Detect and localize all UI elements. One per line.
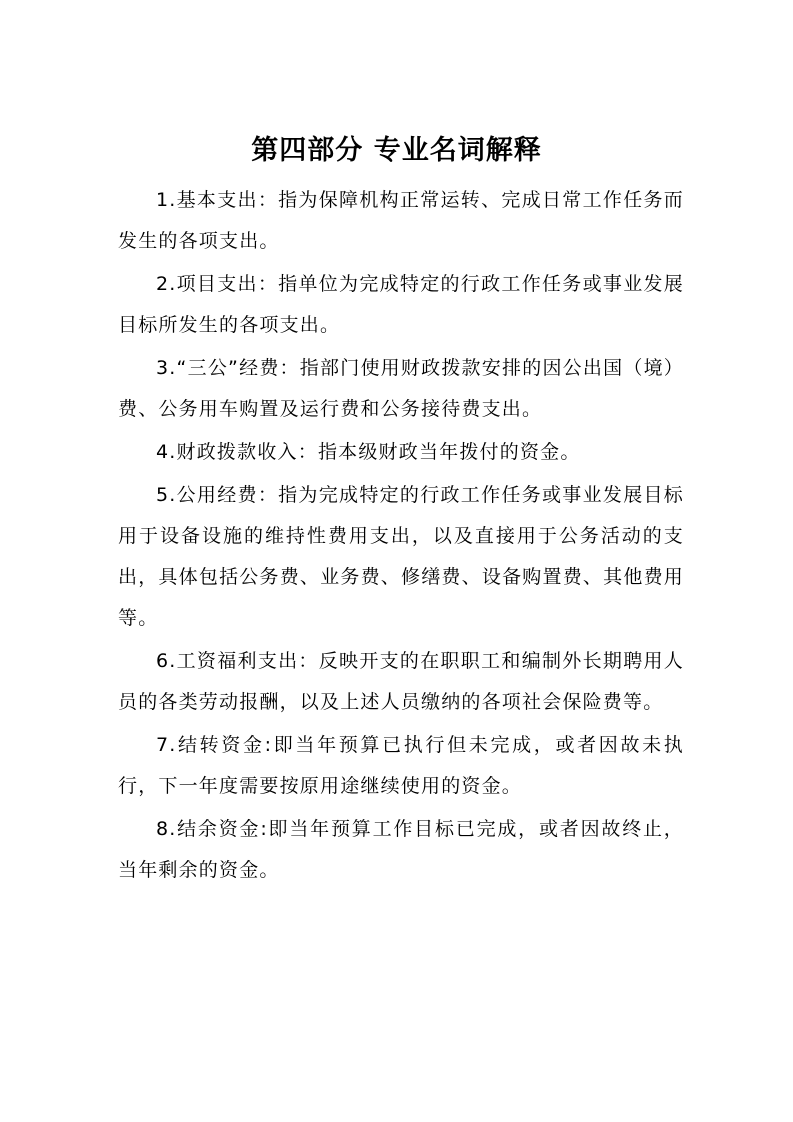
definition-item: [118, 725, 684, 807]
definition-term: 2.项目支出：: [156, 273, 279, 295]
definition-term: 8.结余资金:: [156, 818, 268, 840]
definition-item: [118, 264, 684, 346]
definition-text: 即当年预算工作目标已完成，或者因故终止，当年剩余的资金。: [118, 818, 684, 881]
definitions-list: [118, 180, 684, 893]
definition-item: [118, 432, 684, 473]
definition-term: 4.财政拨款收入：: [156, 441, 318, 463]
definition-term: 5.公用经费：: [156, 484, 279, 506]
definition-text: 即当年预算已执行但未完成，或者因故未执行，下一年度需要按原用途继续使用的资金。: [118, 734, 684, 797]
definition-text: 反映开支的在职职工和编制外长期聘用人员的各类劳动报酬，以及上述人员缴纳的各项社会保险费等。: [118, 650, 684, 713]
definition-item: [118, 180, 684, 262]
definition-item: [118, 641, 684, 723]
definition-term: 3.“三公”经费：: [156, 357, 300, 379]
definition-term: 1.基本支出：: [156, 189, 279, 211]
definition-term: 6.工资福利支出：: [156, 650, 319, 672]
definition-item: [118, 348, 684, 430]
definition-text: 指本级财政当年拨付的资金。: [317, 441, 581, 463]
definition-text: 指为保障机构正常运转、完成日常工作任务而发生的各项支出。: [118, 189, 684, 252]
definition-text: 指部门使用财政拨款安排的因公出国（境）费、公务用车购置及运行费和公务接待费支出。: [118, 357, 684, 420]
definition-item: [118, 809, 684, 891]
page-title: 第四部分 专业名词解释: [251, 135, 542, 166]
definition-text: 指单位为完成特定的行政工作任务或事业发展目标所发生的各项支出。: [118, 273, 684, 336]
definition-text: 指为完成特定的行政工作任务或事业发展目标用于设备设施的维持性费用支出，以及直接用于公务活动的支出，具体包括公务费、业务费、修缮费、设备购置费、其他费用等。: [118, 484, 684, 629]
definition-item: [118, 475, 684, 639]
definition-term: 7.结转资金:: [156, 734, 273, 756]
